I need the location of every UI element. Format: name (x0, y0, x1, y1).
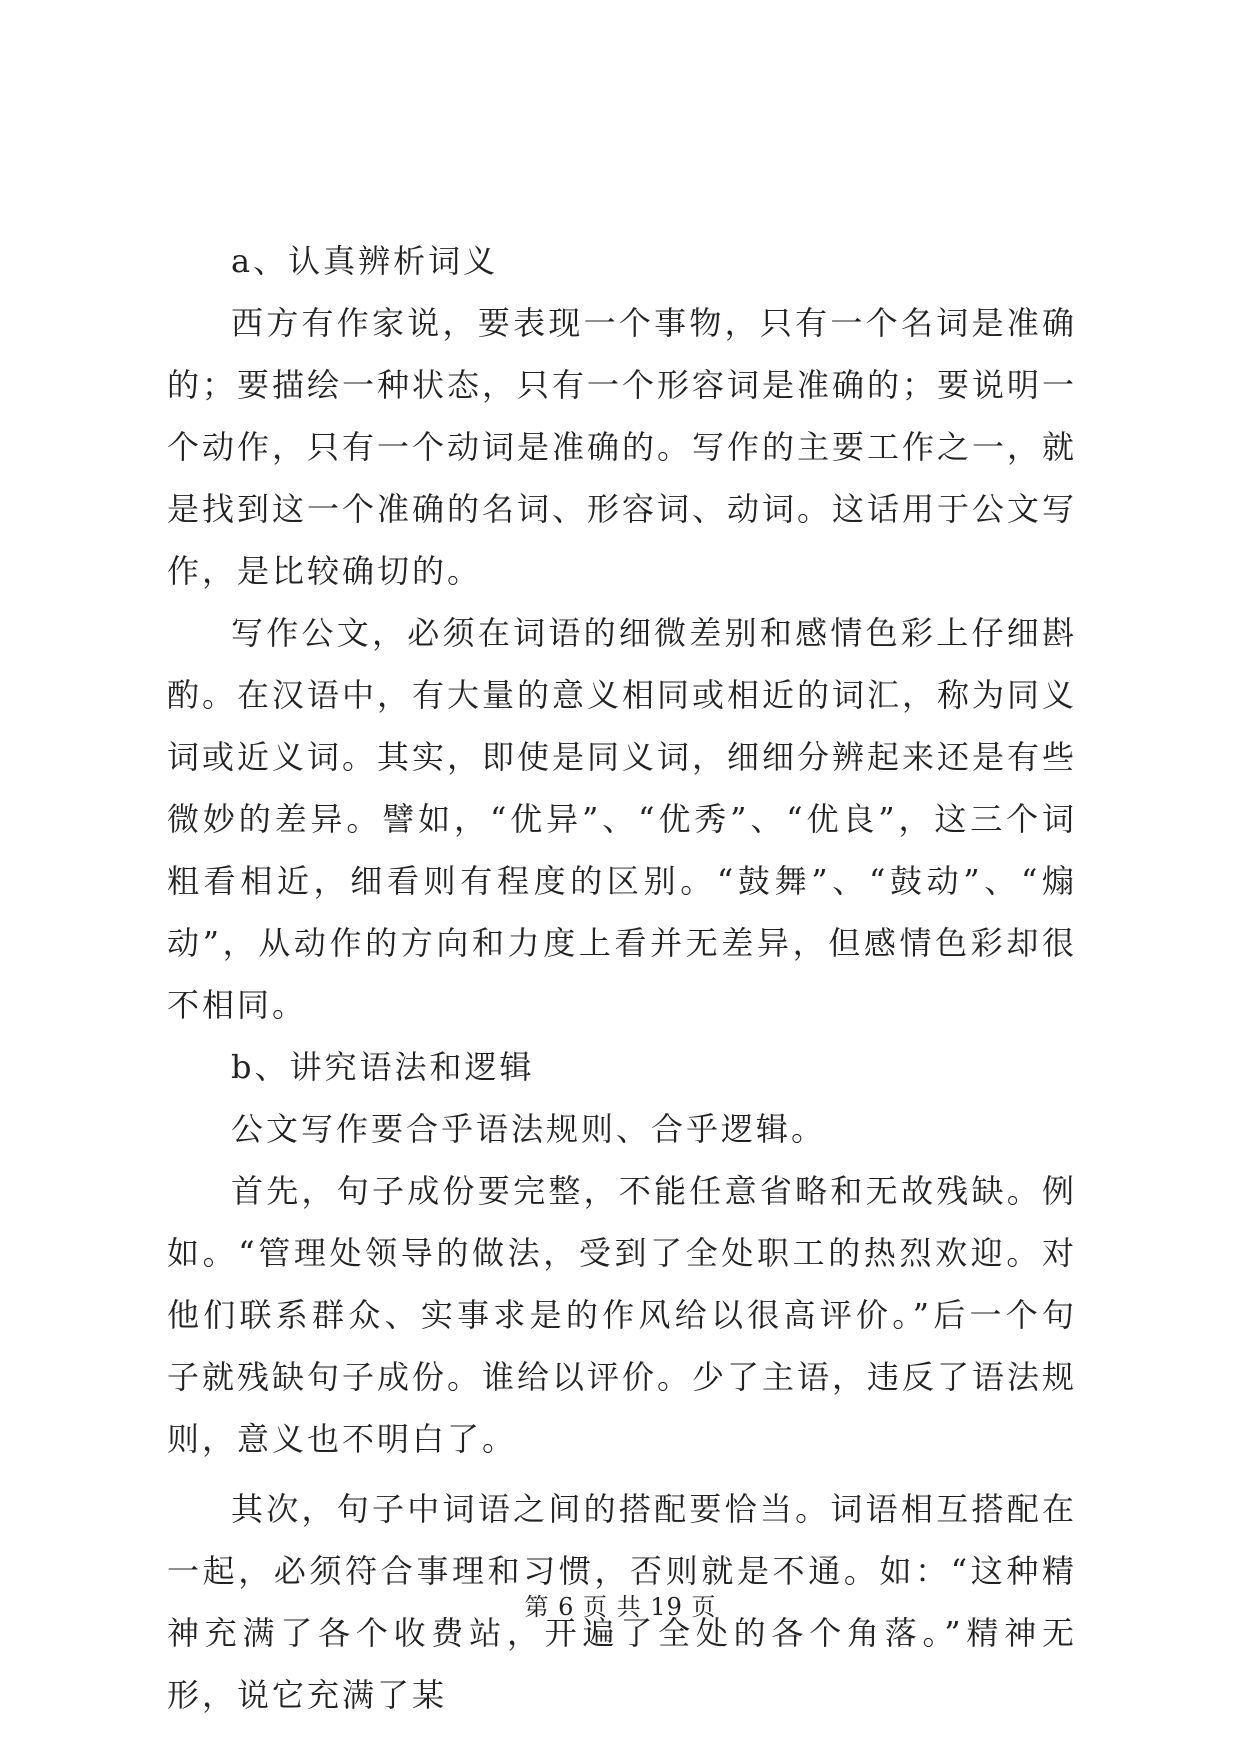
section-heading-a: a、认真辨析词义 (231, 242, 499, 280)
document-body (167, 230, 1077, 1726)
paragraph: 西方有作家说，要表现一个事物，只有一个名词是准确的；要描绘一种状态，只有一个形容词是准确的；要说明一个动作，只有一个动词是准确的。写作的主要工作之一，就是找到这一个准确的名词、形容词、动词。这话用于公文写作，是比较确切的。 (167, 304, 1078, 590)
page-footer: 第 6 页 共 19 页 (524, 1593, 717, 1621)
paragraph: 公文写作要合乎语法规则、合乎逻辑。 (231, 1110, 827, 1148)
paragraph: 其次，句子中词语之间的搭配要恰当。词语相互搭配在一起，必须符合事理和习惯，否则就是不通。如：“这种精神充满了各个收费站，开遍了全处的各个角落。”精神无形，说它充满了某 (167, 1490, 1077, 1714)
paragraph: 写作公文，必须在词语的细微差别和感情色彩上仔细斟酌。在汉语中，有大量的意义相同或相近的词汇，称为同义词或近义词。其实，即使是同义词，细细分辨起来还是有些微妙的差异。譬如，“优异”、“优秀”、“优良”，这三个词粗看相近，细看则有程度的区别。“鼓舞”、“鼓动”、“煽动”，从动作的方向和力度上看并无差异，但感情色彩却很不相同。 (167, 614, 1078, 1024)
paragraph: 首先，句子成份要完整，不能任意省略和无故残缺。例如。“管理处领导的做法，受到了全处职工的热烈欢迎。对他们联系群众、实事求是的作风给以很高评价。”后一个句子就残缺句子成份。谁给以评价。少了主语，违反了语法规则，意义也不明白了。 (167, 1172, 1078, 1458)
section-heading-b: b、讲究语法和逻辑 (231, 1048, 535, 1086)
